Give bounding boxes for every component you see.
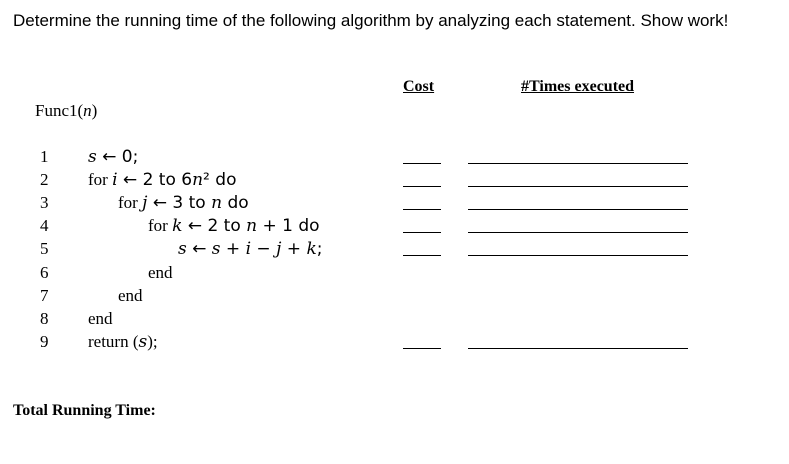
function-signature — [35, 101, 97, 121]
code-line-3 — [0, 191, 789, 214]
code-line-5 — [0, 237, 789, 260]
times-executed-column-header: #Times executed — [521, 78, 635, 95]
code-text: for k ← 2 to n + 1 do — [148, 216, 320, 236]
times-blank[interactable] — [468, 209, 688, 210]
function-arg: n — [83, 101, 92, 120]
code-line-6 — [0, 261, 789, 284]
code-line-2 — [0, 168, 789, 191]
line-number: 3 — [40, 193, 49, 212]
code-text: end — [148, 263, 173, 282]
cost-blank[interactable] — [403, 255, 441, 256]
code-line-1 — [0, 145, 789, 168]
code-text: for j ← 3 to n do — [118, 193, 249, 213]
times-blank[interactable] — [468, 348, 688, 349]
function-close: ) — [91, 101, 98, 120]
code-text: end — [118, 286, 143, 305]
times-blank[interactable] — [468, 232, 688, 233]
cost-column-header: Cost — [403, 78, 435, 95]
line-number: 5 — [40, 239, 49, 258]
total-running-time-label: Total Running Time: — [13, 402, 156, 419]
times-blank[interactable] — [468, 255, 688, 256]
code-line-8 — [0, 307, 789, 330]
cost-blank[interactable] — [403, 232, 441, 233]
cost-blank[interactable] — [403, 209, 441, 210]
code-line-4 — [0, 214, 789, 237]
code-text: s ← 0; — [88, 147, 139, 167]
line-number: 6 — [40, 263, 49, 282]
cost-blank[interactable] — [403, 186, 441, 187]
function-name: Func1( — [35, 101, 84, 120]
cost-blank[interactable] — [403, 348, 441, 349]
code-text: return (s); — [88, 332, 158, 352]
code-text: for i ← 2 to 6n² do — [88, 170, 237, 190]
code-line-7 — [0, 284, 789, 307]
times-blank[interactable] — [468, 186, 688, 187]
line-number: 4 — [40, 216, 49, 235]
times-blank[interactable] — [468, 163, 688, 164]
line-number: 9 — [40, 332, 49, 351]
code-text: end — [88, 309, 113, 328]
code-text: s ← s + i − j + k; — [178, 239, 323, 259]
instructions-text: Determine the running time of the following algorithm by analyzing each statement. Show work! — [13, 11, 729, 30]
code-line-9 — [0, 330, 789, 353]
line-number: 8 — [40, 309, 49, 328]
cost-blank[interactable] — [403, 163, 441, 164]
line-number: 7 — [40, 286, 49, 305]
line-number: 1 — [40, 147, 49, 166]
line-number: 2 — [40, 170, 49, 189]
